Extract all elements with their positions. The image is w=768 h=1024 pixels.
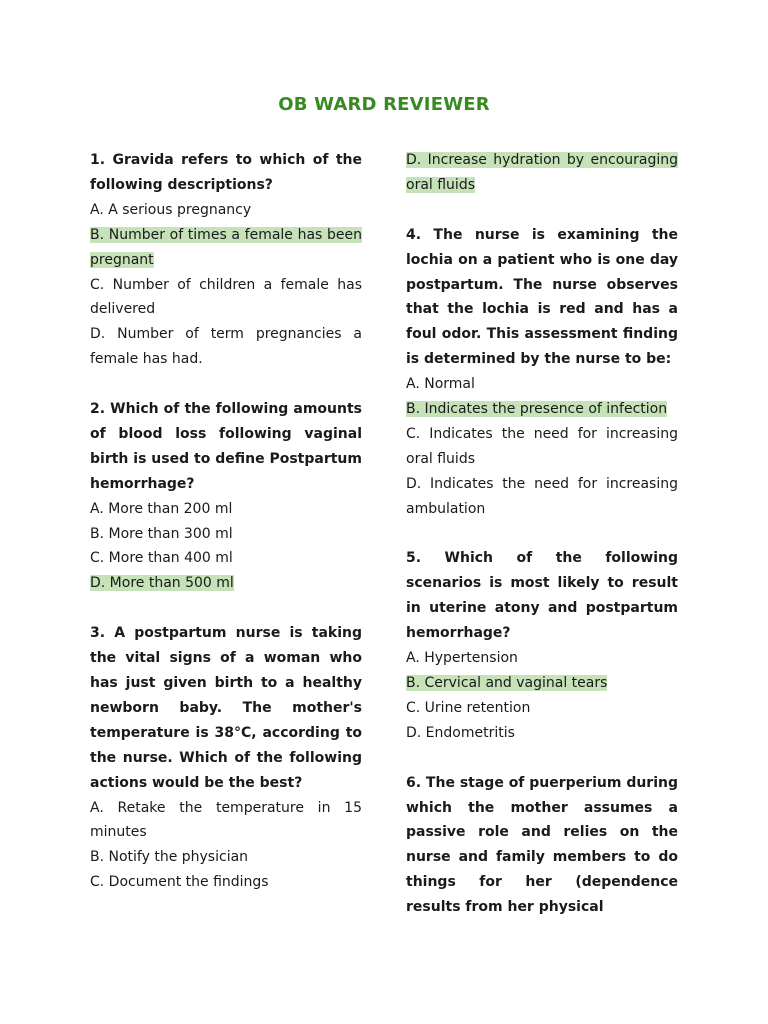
question-4-stem: 4. The nurse is examining the lochia on a patient who is one day postpartum. The nurse observes that the lochia is red and has a foul odor. This assessment finding is determined by the nurse to be: [406,226,678,368]
question-3 [90,621,362,895]
question-4-option-d: D. Indicates the need for increasing ambulation [406,475,678,517]
question-3-option-b: B. Notify the physician [90,849,249,866]
question-6-stem: 6. The stage of puerperium during which the mother assumes a passive role and relies on the nurse and family members to do things for her (dependence results from her physical [406,774,678,916]
question-3-option-d-answer [406,148,678,198]
question-5-option-d: D. Endometritis [406,724,515,741]
question-1 [90,148,362,372]
question-2 [90,397,362,596]
question-3-option-c: C. Document the findings [90,874,269,891]
question-2-option-c: C. More than 400 ml [90,550,233,567]
answer-highlight: D. Increase hydration by encouraging oral fluids [406,152,678,193]
spacer [90,372,362,397]
question-3-continued [406,148,678,198]
question-2-stem: 2. Which of the following amounts of blood loss following vaginal birth is used to define Postpartum hemorrhage? [90,401,362,492]
question-3-stem: 3. A postpartum nurse is taking the vital signs of a woman who has just given birth to a healthy newborn baby. The mother's temperature is 38°C, according to the nurse. Which of the following actions would be the best? [90,625,362,791]
answer-highlight: B. Cervical and vaginal tears [406,675,608,691]
question-1-option-d: D. Number of term pregnancies a female has had. [90,326,362,368]
question-4-option-b-answer [406,397,678,422]
question-4-option-a: A. Normal [406,376,475,393]
spacer [406,198,678,223]
question-1-stem: 1. Gravida refers to which of the following descriptions? [90,152,362,193]
right-column [406,148,678,920]
question-5-option-a: A. Hypertension [406,650,518,667]
spacer [90,596,362,621]
question-5-option-b-answer [406,671,678,696]
question-4-option-c: C. Indicates the need for increasing oral fluids [406,425,678,467]
answer-highlight: B. Indicates the presence of infection [406,401,668,418]
answer-highlight: D. More than 500 ml [90,575,234,592]
question-4 [406,223,678,522]
question-2-option-d-answer [90,571,362,596]
page-title: OB WARD REVIEWER [278,94,490,115]
question-5-option-c: C. Urine retention [406,699,531,716]
question-5 [406,546,678,745]
question-1-option-b-answer [90,223,362,273]
spacer [406,522,678,547]
question-6 [406,771,678,920]
spacer [406,746,678,771]
question-2-option-b: B. More than 300 ml [90,525,233,542]
question-1-option-c: C. Number of children a female has delivered [90,276,362,318]
question-1-option-a: A. A serious pregnancy [90,201,252,218]
question-3-option-a: A. Retake the temperature in 15 minutes [90,799,362,841]
question-5-stem: 5. Which of the following scenarios is most likely to result in uterine atony and postpartum hemorrhage? [406,550,678,642]
left-column [90,148,362,895]
answer-highlight: B. Number of times a female has been pregnant [90,226,362,268]
question-2-option-a: A. More than 200 ml [90,500,233,517]
